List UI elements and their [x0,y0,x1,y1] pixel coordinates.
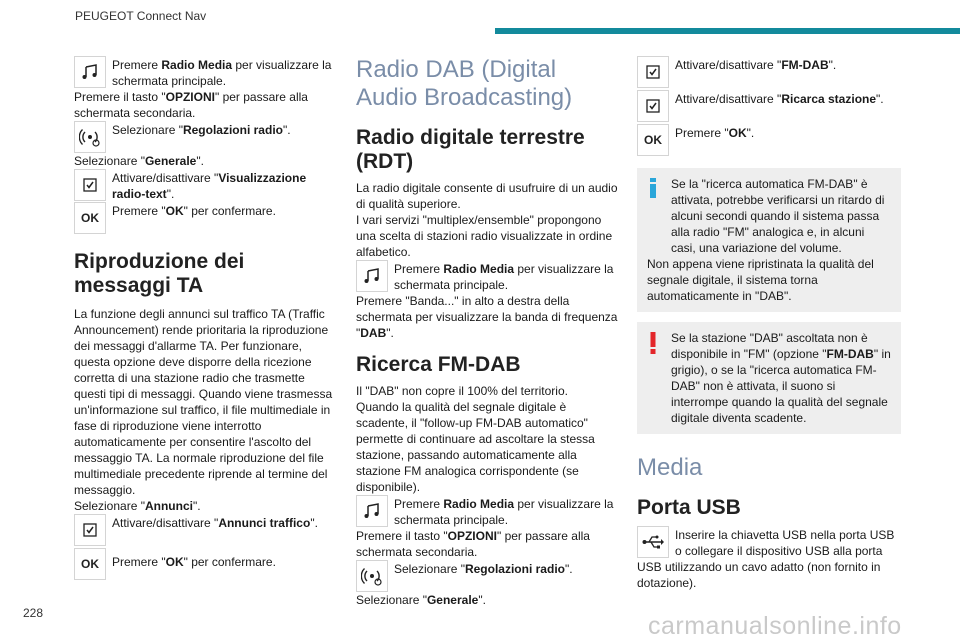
step-text: Premere Radio Media per visualizzare la schermata principale. [112,58,332,88]
checkbox-icon [637,90,669,122]
step-radio-settings [74,121,338,153]
step-text: Attivare/disattivare "Ricarca stazione". [675,92,884,106]
chapter-title: Radio DAB (Digital Audio Broadcasting) [356,56,573,111]
radio-settings-icon [356,560,388,592]
usb-icon [637,526,669,558]
step-confirm [74,548,338,580]
checkbox-icon [74,514,106,546]
step-text: Premere Radio Media per visualizzare la schermata principale. [394,497,614,527]
paragraph: Premere il tasto "OPZIONI" per passare alla schermata secondaria. [74,90,308,120]
header-accent-bar [495,28,960,34]
step-text: Attivare/disattivare "FM-DAB". [675,58,837,72]
paragraph: Selezionare "Generale". [74,154,204,168]
step-text: Inserire la chiavetta USB nella porta USB o collegare il dispositivo USB alla porta USB utilizzando un cavo adatto (non fornito in dotazione). [637,528,895,590]
info-text: Se la "ricerca automatica FM-DAB" è attivata, potrebbe verificarsi un ritardo di alcuni secondi quando il sistema passa alla radio "FM" analogica e, in alcuni casi, una variazione del volume. [671,177,885,255]
ok-icon: OK [74,202,106,234]
chapter-title: Media [637,454,703,481]
step-usb [637,526,901,591]
step-radio-media [356,260,620,293]
paragraph: Quando la qualità del segnale digitale è scadente, il "follow-up FM-DAB automatico" permette di continuare ad ascoltare la stessa stazione, passando automaticamente alla stazione FM analogica corrispondente (se disponibile). [356,400,595,494]
paragraph: La radio digitale consente di usufruire di un audio di qualità superiore. [356,181,618,211]
info-note [637,168,901,312]
step-text: Attivare/disattivare "Visualizzazione radio-text". [112,171,307,201]
paragraph: La funzione degli annunci sul traffico TA (Traffic Announcement) rende prioritaria la riproduzione dei messaggi d'allarme TA. Per funzionare, questa opzione deve disporre della ricezione corretta di una stazione radio che trasmette questi tipi di messaggi. Quando viene trasmessa un'informazione sul traffico, il file multimediale in fase di riproduzione viene interrotto automaticamente per consentire l'ascolto del messaggio TA. La normale riproduzione del file multimediale precedente riprende al termine del messaggio. [74,307,333,497]
step-toggle-station-search [637,90,901,122]
step-toggle-fmdab [637,56,901,88]
section-heading: Ricerca FM-DAB [356,353,521,376]
info-icon [649,178,657,202]
watermark: carmanualsonline.info [648,612,902,640]
music-note-icon [74,56,106,88]
step-radio-settings [356,560,620,592]
page-number: 228 [23,606,44,620]
checkbox-icon [637,56,669,88]
step-text: Selezionare "Regolazioni radio". [112,123,291,137]
header-title: PEUGEOT Connect Nav [75,9,207,23]
warning-icon [649,332,657,358]
paragraph: Il "DAB" non copre il 100% del territorio. [356,384,568,398]
music-note-icon [356,260,388,292]
step-text: Premere "OK" per confermare. [112,555,276,569]
step-toggle-radiotext [74,169,338,202]
step-confirm [74,202,338,234]
column-middle [356,56,620,608]
column-left [74,56,338,580]
section-heading: Riproduzione dei messaggi TA [74,250,245,297]
step-text: Selezionare "Regolazioni radio". [394,562,573,576]
step-text: Premere "OK". [675,126,755,140]
paragraph: Selezionare "Generale". [356,593,486,607]
column-right [637,56,901,591]
step-text: Attivare/disattivare "Annunci traffico". [112,516,318,530]
paragraph: Premere il tasto "OPZIONI" per passare alla schermata secondaria. [356,529,590,559]
checkbox-icon [74,169,106,201]
paragraph: Premere "Banda..." in alto a destra della schermata per visualizzare la banda di frequenza "DAB". [356,294,618,340]
paragraph: Selezionare "Annunci". [74,499,201,513]
ok-icon: OK [637,124,669,156]
ok-icon: OK [74,548,106,580]
step-toggle-traffic [74,514,338,546]
radio-settings-icon [74,121,106,153]
section-heading: Radio digitale terrestre (RDT) [356,126,585,173]
step-text: Premere Radio Media per visualizzare la schermata principale. [394,262,614,292]
step-text: Premere "OK" per confermare. [112,204,276,218]
music-note-icon [356,495,388,527]
warning-text: Se la stazione "DAB" ascoltata non è disponibile in "FM" (opzione "FM-DAB" in grigio), o se la "ricerca automatica FM-DAB" non è attivata, il suono si interrompe quando la qualità del segnale digitale diventa scadente. [671,331,891,425]
step-radio-media [74,56,338,89]
step-radio-media [356,495,620,528]
step-confirm [637,124,901,156]
info-text: Non appena viene ripristinata la qualità del segnale digitale, il sistema torna automaticamente in "DAB". [647,257,874,303]
paragraph: I vari servizi "multiplex/ensemble" propongono una scelta di stazioni radio visualizzate in ordine alfabetico. [356,213,613,259]
section-heading: Porta USB [637,496,741,519]
warning-note [637,322,901,434]
